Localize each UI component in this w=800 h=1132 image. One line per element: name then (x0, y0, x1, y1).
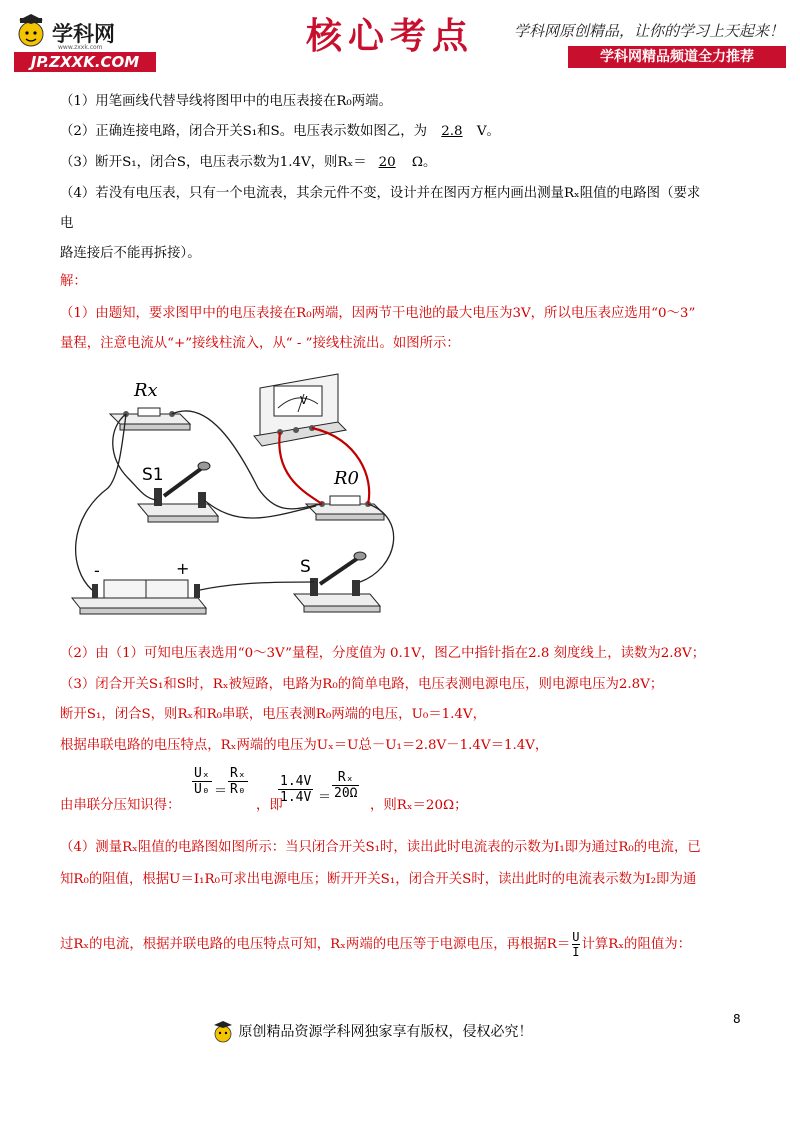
question-line-4b: 电 (60, 216, 74, 231)
header-title: 核心考点 (305, 15, 474, 57)
fraction-rx-num: Rₓ (230, 766, 246, 781)
logo-name: 学科网 (52, 22, 115, 46)
solution-4a: （4）测量Rₓ阻值的电路图如图所示：当只闭合开关S₁时，读出此时电流表的示数为I₁即为通过R₀的电流，已 (60, 840, 701, 855)
answer-voltage: 2.8 (441, 124, 463, 139)
fraction-den-1.4: 1.4V (280, 790, 312, 805)
label-minus: - (94, 561, 100, 580)
solution-3a: （3）闭合开关S₁和S时，Rₓ被短路，电路为R₀的简单电路，电压表测电源电压，则电源电压为2.8V； (60, 677, 664, 692)
solution-3b: 断开S₁，闭合S，则Rₓ和R₀串联，电压表测R₀两端的电压，U₀＝1.4V， (60, 707, 486, 722)
equals-sign-2: ＝ (318, 790, 332, 805)
header-slogan: 学科网原创精品，让你的学习上天起来！ (513, 22, 784, 40)
mascot-icon (212, 1020, 234, 1044)
solution-1b: 量程，注意电流从“+”接线柱流入，从“ - ”接线柱流出。如图所示： (60, 336, 460, 351)
logo-domain: JP.ZXXK.COM (14, 52, 156, 72)
footer-text: 原创精品资源学科网独家享有版权，侵权必究！ (238, 1024, 533, 1040)
fraction-u-i (572, 930, 579, 959)
fraction-u-num: U (572, 930, 580, 944)
solution-4c (60, 930, 760, 959)
fraction-20-den: 20Ω (334, 786, 358, 801)
solution-label: 解： (60, 274, 87, 289)
footer (212, 1020, 532, 1044)
question-line-4: （4）若没有电压表，只有一个电流表，其余元件不变，设计并在图丙方框内画出测量Rₓ阻值的电路图（要求 (60, 186, 701, 201)
fraction-rx-num-2: Rₓ (332, 770, 359, 786)
label-meter: V (300, 394, 308, 407)
fraction-u0-den: U₀ (194, 782, 210, 797)
fraction-rx-20 (332, 770, 359, 801)
r0-resistor (306, 496, 384, 520)
question-line-3-tail: Ω。 (407, 155, 437, 170)
logo (14, 14, 156, 72)
logo-url: www.zxxk.com (58, 44, 103, 51)
header-slogan-bar: 学科网精品频道全力推荐 (568, 46, 786, 68)
fraction-num-1.4: 1.4V (280, 774, 312, 789)
solution-1a: （1）由题知，要求图甲中的电压表接在R₀两端，因两节干电池的最大电压为3V，所以电压表应选用“0～3” (60, 306, 696, 321)
solution-3c: 根据串联电路的电压特点，Rₓ两端的电压为Uₓ＝U总－U₁＝2.8V－1.4V＝1.4V， (60, 738, 549, 753)
page-number: 8 (733, 1012, 741, 1026)
label-plus: + (176, 559, 190, 578)
answer-resistance: 20 (378, 155, 396, 170)
solution-3d-tail: ，则Rₓ＝20Ω； (370, 798, 468, 813)
mascot-icon (14, 14, 48, 50)
solution-4c-text: 过Rₓ的电流，根据并联电路的电压特点可知，Rₓ两端的电压等于电源电压，再根据R＝ (60, 937, 571, 952)
solution-3d-mid: ，即 (256, 798, 283, 813)
page-header (0, 0, 800, 80)
circuit-diagram (68, 368, 398, 616)
equals-sign-1: ＝ (214, 784, 228, 799)
question-line-1: （1）用笔画线代替导线将图甲中的电压表接在R₀两端。 (60, 94, 392, 109)
solution-3d-prefix: 由串联分压知识得： (60, 798, 181, 813)
battery (72, 580, 206, 614)
question-line-2-text: （2）正确连接电路，闭合开关S₁和S。电压表示数如图乙，为 (60, 124, 432, 139)
fraction-rx-r0 (228, 766, 248, 797)
label-r0: R0 (334, 468, 360, 489)
fraction-1.4-1.4 (278, 774, 313, 805)
label-s1: S1 (142, 465, 164, 485)
solution-4c-tail: 计算Rₓ的阻值为： (581, 937, 692, 952)
solution-2: （2）由（1）可知电压表选用“0～3V”量程，分度值为 0.1V，图乙中指针指在2.8 刻度线上，读数为2.8V； (60, 646, 706, 661)
question-line-2-tail: V。 (472, 124, 500, 139)
fraction-ux-num: Uₓ (194, 766, 210, 781)
solution-4b: 知R₀的阻值，根据U＝I₁R₀可求出电源电压；断开开关S₁，闭合开关S时，读出此时的电流表示数为I₂即为通 (60, 872, 697, 887)
question-line-2 (60, 122, 760, 142)
fraction-ux-u0 (192, 766, 212, 797)
question-line-5: 路连接后不能再拆接）。 (60, 246, 201, 261)
label-rx: Rx (134, 380, 158, 401)
fraction-r0-den: R₀ (230, 782, 246, 797)
fraction-i-den: I (572, 945, 580, 959)
label-s: S (300, 557, 311, 577)
question-line-3-text: （3）断开S₁，闭合S，电压表示数为1.4V，则Rₓ＝ (60, 155, 367, 170)
question-line-3 (60, 153, 760, 173)
